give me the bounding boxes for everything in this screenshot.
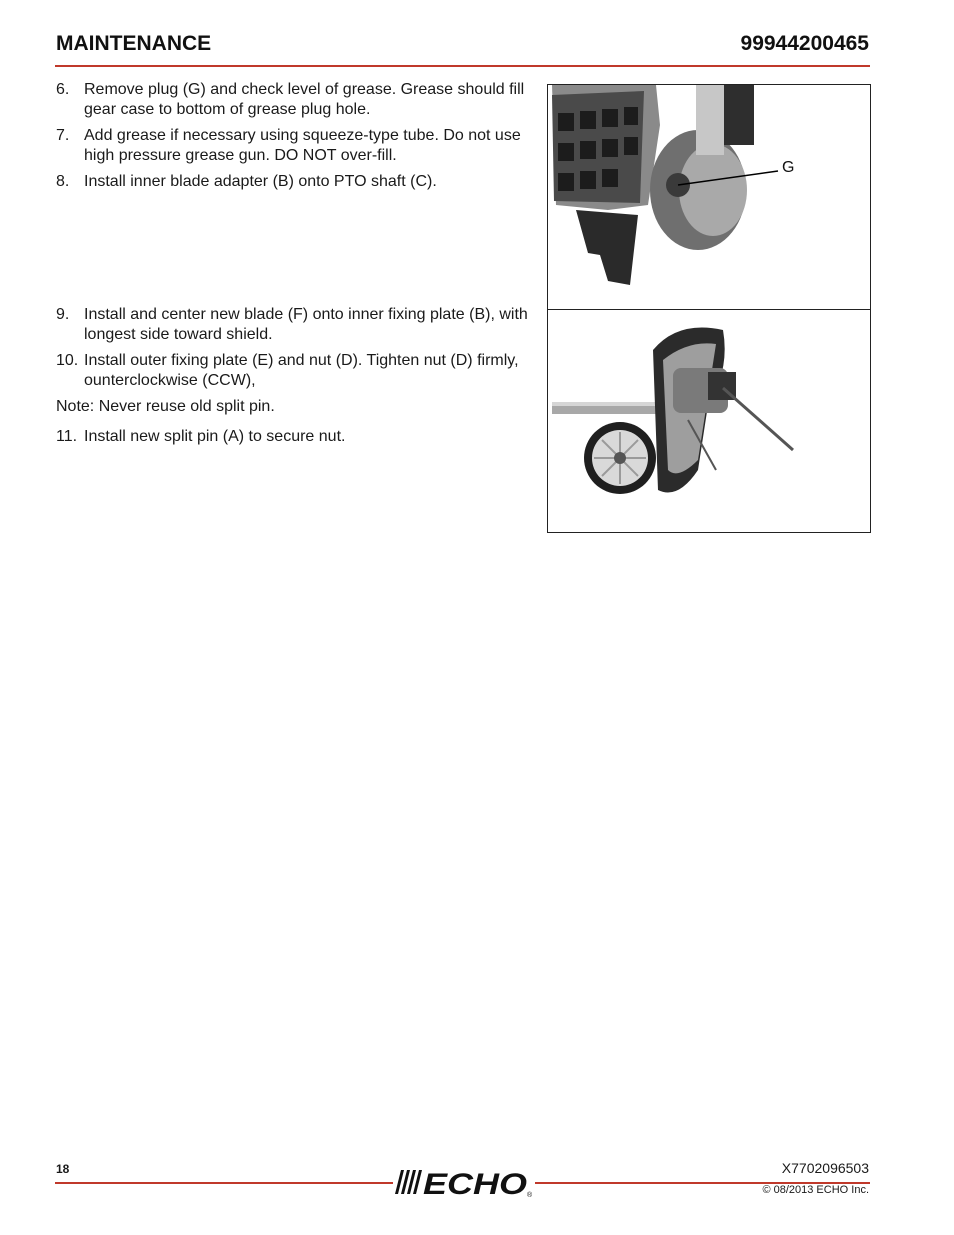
step-number: 6. xyxy=(56,81,70,98)
echo-logo xyxy=(393,1166,535,1198)
step-text: Install and center new blade (F) onto inner fixing plate (B), with longest side toward shield. xyxy=(84,306,528,343)
callout-label: G xyxy=(782,159,795,176)
logo-registered-mark: ® xyxy=(527,1192,533,1198)
edger-assembly-illustration xyxy=(548,310,870,532)
note-text: Note: Never reuse old split pin. xyxy=(56,398,275,415)
document-number: 99944200465 xyxy=(740,32,869,55)
step-number: 7. xyxy=(56,127,70,144)
step-text: Install new split pin (A) to secure nut. xyxy=(84,428,346,445)
step-text: Install inner blade adapter (B) onto PTO shaft (C). xyxy=(84,173,437,190)
step-number: 10. xyxy=(56,352,79,369)
footer-divider-left xyxy=(55,1182,393,1184)
steps-list-bottom xyxy=(56,305,536,453)
section-title: MAINTENANCE xyxy=(56,32,212,55)
step-item xyxy=(56,80,536,120)
copyright-notice: © 08/2013 ECHO Inc. xyxy=(762,1184,869,1196)
step-number: 11. xyxy=(56,428,78,445)
step-item xyxy=(56,305,536,345)
header-divider xyxy=(55,65,870,67)
step-text: Add grease if necessary using squeeze-type tube. Do not use high pressure grease gun. DO NOT over-fill. xyxy=(84,127,521,164)
step-item xyxy=(56,126,536,166)
figure-edger-assembly xyxy=(547,309,871,533)
part-code: X7702096503 xyxy=(781,1160,869,1176)
gear-case-illustration xyxy=(548,85,870,309)
page-number: 18 xyxy=(56,1162,70,1176)
figure-gear-case xyxy=(547,84,871,309)
step-text: Remove plug (G) and check level of grease. Grease should fill gear case to bottom of grease plug hole. xyxy=(84,81,525,118)
step-item xyxy=(56,351,536,391)
step-text: Install outer fixing plate (E) and nut (D). Tighten nut (D) firmly, ounterclockwise (CCW), xyxy=(84,352,519,389)
steps-list-top xyxy=(56,80,536,198)
echo-logo-icon xyxy=(393,1166,535,1198)
step-number: 8. xyxy=(56,173,70,190)
logo-wordmark: ECHO xyxy=(423,1168,527,1198)
step-number: 9. xyxy=(56,306,70,323)
step-item xyxy=(56,427,536,447)
step-item xyxy=(56,172,536,192)
